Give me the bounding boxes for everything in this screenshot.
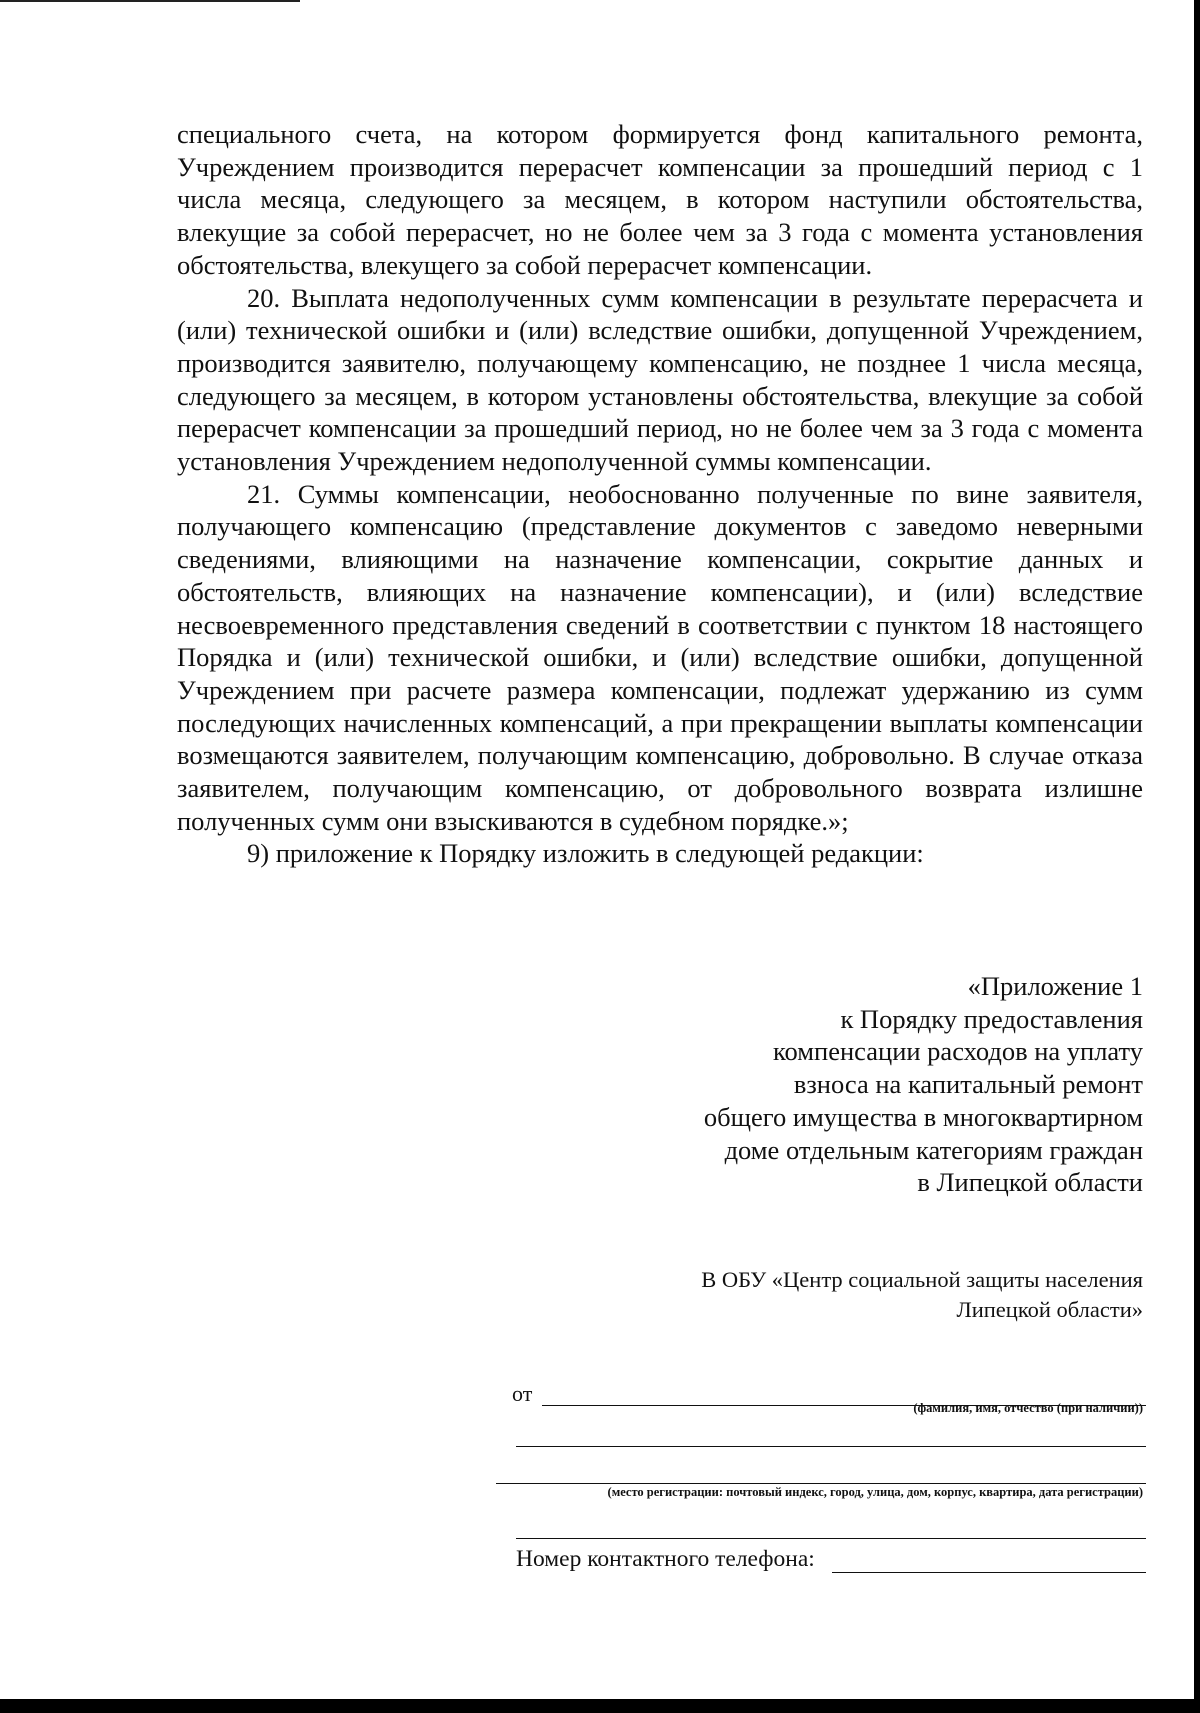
appendix-line: компенсации расходов на уплату <box>773 1036 1143 1067</box>
paragraph-item-9: 9) приложение к Порядку изложить в следующей редакции: <box>247 838 924 869</box>
phone-blank-line[interactable] <box>832 1572 1146 1573</box>
phone-field <box>516 1544 1146 1578</box>
recipient-line: В ОБУ «Центр социальной защиты населения <box>701 1267 1143 1292</box>
address-blank-line[interactable] <box>516 1446 1146 1447</box>
scan-edge-bottom <box>0 1699 1200 1713</box>
from-label: от <box>512 1381 533 1406</box>
fio-caption: (фамилия, имя, отчество (при наличии)) <box>913 1401 1143 1415</box>
appendix-line: доме отдельным категориям граждан <box>724 1134 1143 1165</box>
recipient-line: Липецкой области» <box>956 1297 1143 1322</box>
address-caption: (место регистрации: почтовый индекс, город, улица, дом, корпус, квартира, дата регистрации) <box>607 1485 1143 1499</box>
phone-label: Номер контактного телефона: <box>516 1546 815 1572</box>
appendix-line: взноса на капитальный ремонт <box>793 1069 1143 1100</box>
paragraph-20: 20. Выплата недополученных сумм компенсации в результате перерасчета и (или) технической ошибки и (или) вследствие ошибки, допущенной Учреждением, производится заявителю, получающему компенсацию, не позднее 1 числа месяца, следующего за месяцем, в котором установлены обстоятельства, влекущие за собой перерасчет компенсации за прошедший период, но не более чем за 3 года с момента установления Учреждением недополученной суммы компенсации. <box>177 282 1143 477</box>
paragraph-continuation: специального счета, на котором формируется фонд капитального ремонта, Учреждением производится перерасчет компенсации за прошедший период с 1 числа месяца, следующего за месяцем, в котором наступили обстоятельства, влекущие за собой перерасчет, но не более чем за 3 года с момента установления обстоятельства, влекущего за собой перерасчет компенсации. <box>177 119 1143 280</box>
appendix-line: общего имущества в многоквартирном <box>703 1101 1143 1132</box>
paragraph-21: 21. Суммы компенсации, необоснованно полученные по вине заявителя, получающего компенсацию (представление документов с заведомо неверными сведениями, влияющими на назначение компенсации, сокрытие данных и обстоятельств, влияющих на назначение компенсации), и (или) вследствие несвоевременного представления сведений в соответствии с пунктом 18 настоящего Порядка и (или) технической ошибки, и (или) вследствие ошибки, допущенной Учреждением при расчете размера компенсации, подлежат удержанию из сумм последующих начисленных компенсаций, а при прекращении выплаты компенсации возмещаются заявителем, получающим компенсацию, добровольно. В случае отказа заявителем, получающим компенсацию, от добровольного возврата излишне полученных сумм они взыскиваются в судебном порядке.»; <box>177 478 1143 836</box>
appendix-line: к Порядку предоставления <box>840 1003 1143 1034</box>
scan-edge-right <box>1194 0 1200 1713</box>
recipient-block <box>543 1265 1143 1325</box>
extra-blank-line[interactable] <box>516 1538 1146 1539</box>
appendix-line: «Приложение 1 <box>967 971 1143 1001</box>
scan-edge-top <box>0 0 300 2</box>
body-text <box>177 118 1143 870</box>
appendix-line: в Липецкой области <box>917 1167 1143 1198</box>
appendix-heading <box>543 970 1143 1199</box>
